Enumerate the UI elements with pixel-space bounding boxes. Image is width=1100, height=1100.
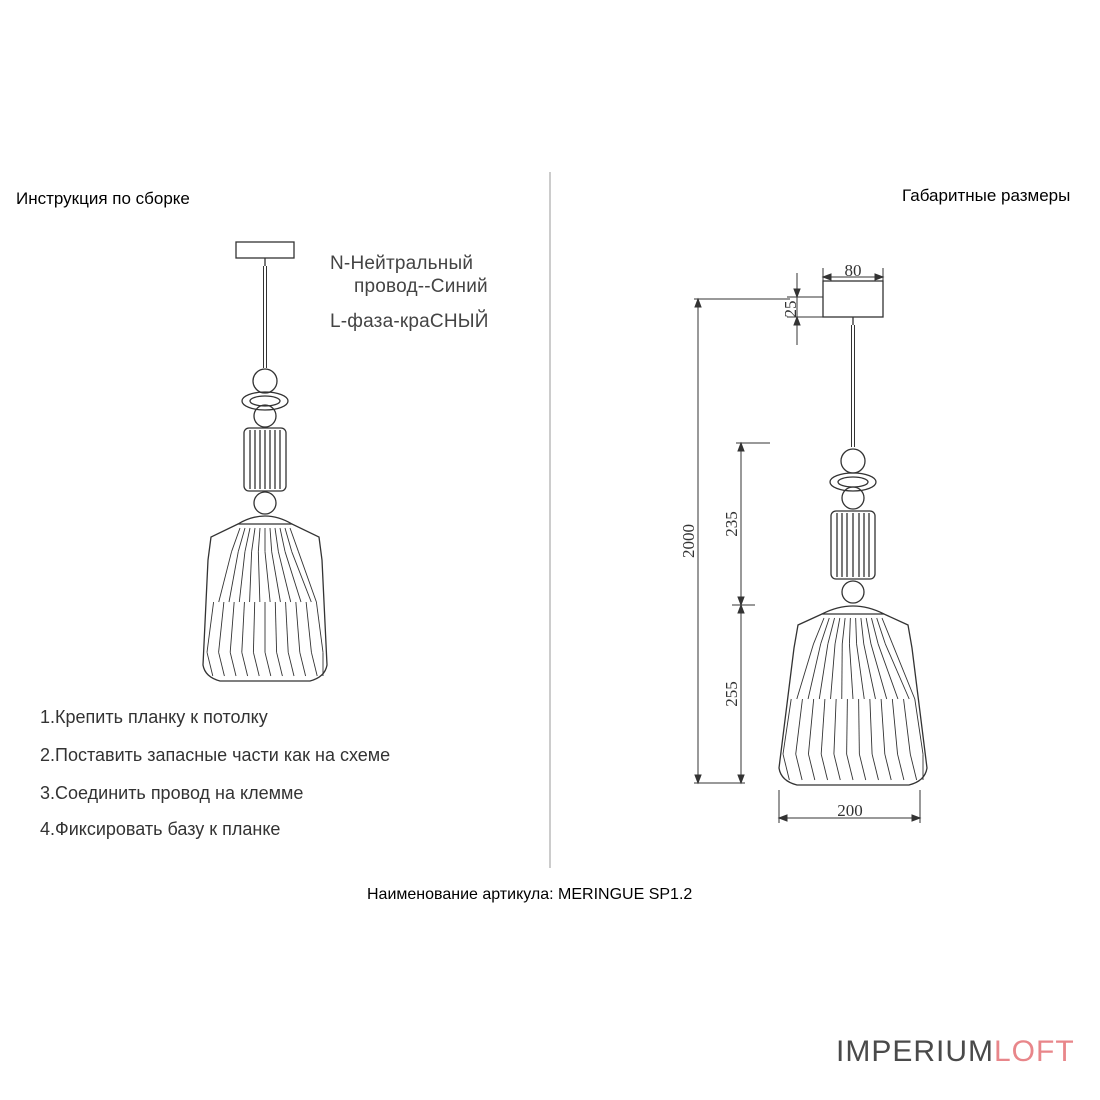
shade-facet-line xyxy=(232,528,240,552)
shade-facet-line xyxy=(847,699,848,754)
assembly-step-4: 4.Фиксировать базу к планке xyxy=(40,819,281,839)
shade-facet-line xyxy=(207,602,214,652)
dim-shade-height: 255 xyxy=(722,681,741,707)
shade-collar xyxy=(822,606,884,614)
shade-facet-line xyxy=(258,528,260,552)
bead-ring xyxy=(242,392,288,410)
shade-facet-line xyxy=(857,644,865,699)
shade-facet-line xyxy=(253,652,259,676)
shade-facet-line xyxy=(265,652,271,676)
shade-facet-line xyxy=(275,528,278,552)
shade-facet-line xyxy=(207,652,213,676)
shade-facet-line xyxy=(253,602,254,652)
bead-middle xyxy=(842,487,864,509)
shade-facet-line xyxy=(270,528,272,552)
shade-collar xyxy=(238,516,292,524)
shade-facet-line xyxy=(885,644,909,699)
shade-facet-line xyxy=(849,644,853,699)
shade-facet-line xyxy=(796,699,803,754)
shade-facet-line xyxy=(910,754,916,780)
shade-facet-line xyxy=(808,644,821,699)
shade-facet-line xyxy=(252,528,255,552)
shade-facet-line xyxy=(856,618,857,644)
shade-facet-line xyxy=(242,652,248,676)
shade-facet-line xyxy=(296,602,300,652)
pendant-lamp-dimension-drawing xyxy=(779,281,927,785)
shade-facet-line xyxy=(870,699,872,754)
bead-bottom xyxy=(254,492,276,514)
shade-facet-line xyxy=(286,602,289,652)
pendant-lamp-assembly-drawing xyxy=(203,242,327,681)
shade-facet-line xyxy=(808,699,813,754)
assembly-step-1: 1.Крепить планку к потолку xyxy=(40,707,268,727)
wire-note-neutral-color: провод--Синий xyxy=(354,276,488,297)
shade-facet-line xyxy=(834,754,840,780)
wire-note-phase: L-фаза-краСНЫЙ xyxy=(330,311,489,332)
bead-ring xyxy=(830,473,876,491)
shade-facet-line xyxy=(898,754,904,780)
shade-facet-line xyxy=(847,754,853,780)
shade-facet-line xyxy=(238,528,245,552)
shade-facet-line xyxy=(842,618,845,644)
ceiling-canopy xyxy=(236,242,294,258)
shade-facet-line xyxy=(892,699,897,754)
shade-facet-line xyxy=(866,618,871,644)
dimension-lines xyxy=(694,268,920,823)
bead-middle xyxy=(254,405,276,427)
shade-facet-line xyxy=(229,552,238,602)
shade-facet-line xyxy=(280,528,285,552)
shade-facet-line xyxy=(278,552,290,602)
shade-facet-line xyxy=(849,618,850,644)
shade-facet-line xyxy=(834,699,836,754)
assembly-step-2: 2.Поставить запасные части как на схеме xyxy=(40,745,391,765)
shade-facet-line xyxy=(821,699,825,754)
shade-facet-line xyxy=(285,552,301,602)
shade-facet-line xyxy=(219,602,224,652)
shade-facet-line xyxy=(311,652,317,676)
shade-facet-line xyxy=(219,652,225,676)
shade-facet-line xyxy=(272,552,281,602)
shade-facet-line xyxy=(230,652,236,676)
shade-facet-line xyxy=(230,602,234,652)
shade-facet-line xyxy=(288,652,294,676)
shade-facet-line xyxy=(277,652,283,676)
shade-facet-line xyxy=(819,644,828,699)
shade-facet-line xyxy=(275,602,276,652)
shade-facet-line xyxy=(828,618,835,644)
shade-facet-line xyxy=(316,602,323,652)
shade-facet-line xyxy=(250,552,252,602)
brand-logo-part2: LOFT xyxy=(994,1035,1075,1068)
shade-facet-line xyxy=(878,644,898,699)
dim-canopy-width: 80 xyxy=(844,261,862,280)
shade-facet-line xyxy=(285,528,292,552)
shade-facet-line xyxy=(904,699,911,754)
shade-facet-line xyxy=(835,618,840,644)
assembly-instructions-title: Инструкция по сборке xyxy=(16,189,190,208)
bead-bottom xyxy=(842,581,864,603)
shade-facet-line xyxy=(885,754,891,780)
wire-note-neutral: N-Нейтральный xyxy=(330,253,474,274)
shade-facet-line xyxy=(796,754,802,780)
shade-facet-line xyxy=(872,754,878,780)
brand-logo-part1: IMPERIUM xyxy=(836,1035,994,1068)
shade-facet-line xyxy=(300,652,306,676)
shade-facet-line xyxy=(265,552,270,602)
dim-total-height: 2000 xyxy=(679,524,698,558)
shade-facet-line xyxy=(808,754,814,780)
shade-facet-line xyxy=(871,618,878,644)
bead-top xyxy=(841,449,865,473)
glass-shade-facets xyxy=(207,528,323,676)
shade-facet-line xyxy=(861,618,864,644)
shade-facet-line xyxy=(245,528,250,552)
glass-shade-outline xyxy=(779,614,927,785)
shade-facet-line xyxy=(892,644,914,699)
glass-shade-facets xyxy=(783,618,923,780)
assembly-step-3: 3.Соединить провод на клемме xyxy=(40,783,304,803)
ceiling-canopy xyxy=(823,281,883,317)
shade-facet-line xyxy=(859,699,860,754)
shade-facet-line xyxy=(831,644,836,699)
shade-facet-line xyxy=(821,754,827,780)
shade-facet-line xyxy=(258,552,260,602)
article-name: Наименование артикула: MERINGUE SP1.2 xyxy=(367,886,693,903)
dim-shade-width: 200 xyxy=(837,801,863,820)
shade-facet-line xyxy=(881,699,885,754)
dimensions-title: Габаритные размеры xyxy=(902,186,1071,205)
shade-facet-line xyxy=(797,644,814,699)
bead-ring-inner xyxy=(838,477,868,487)
shade-facet-line xyxy=(242,602,245,652)
shade-facet-line xyxy=(239,552,245,602)
shade-facet-line xyxy=(219,552,232,602)
shade-facet-line xyxy=(306,602,311,652)
bead-top xyxy=(253,369,277,393)
dim-canopy-height: 25 xyxy=(781,300,800,318)
shade-facet-line xyxy=(783,754,789,780)
dim-upper-section: 235 xyxy=(722,511,741,537)
shade-facet-line xyxy=(859,754,865,780)
shade-facet-line xyxy=(290,528,298,552)
